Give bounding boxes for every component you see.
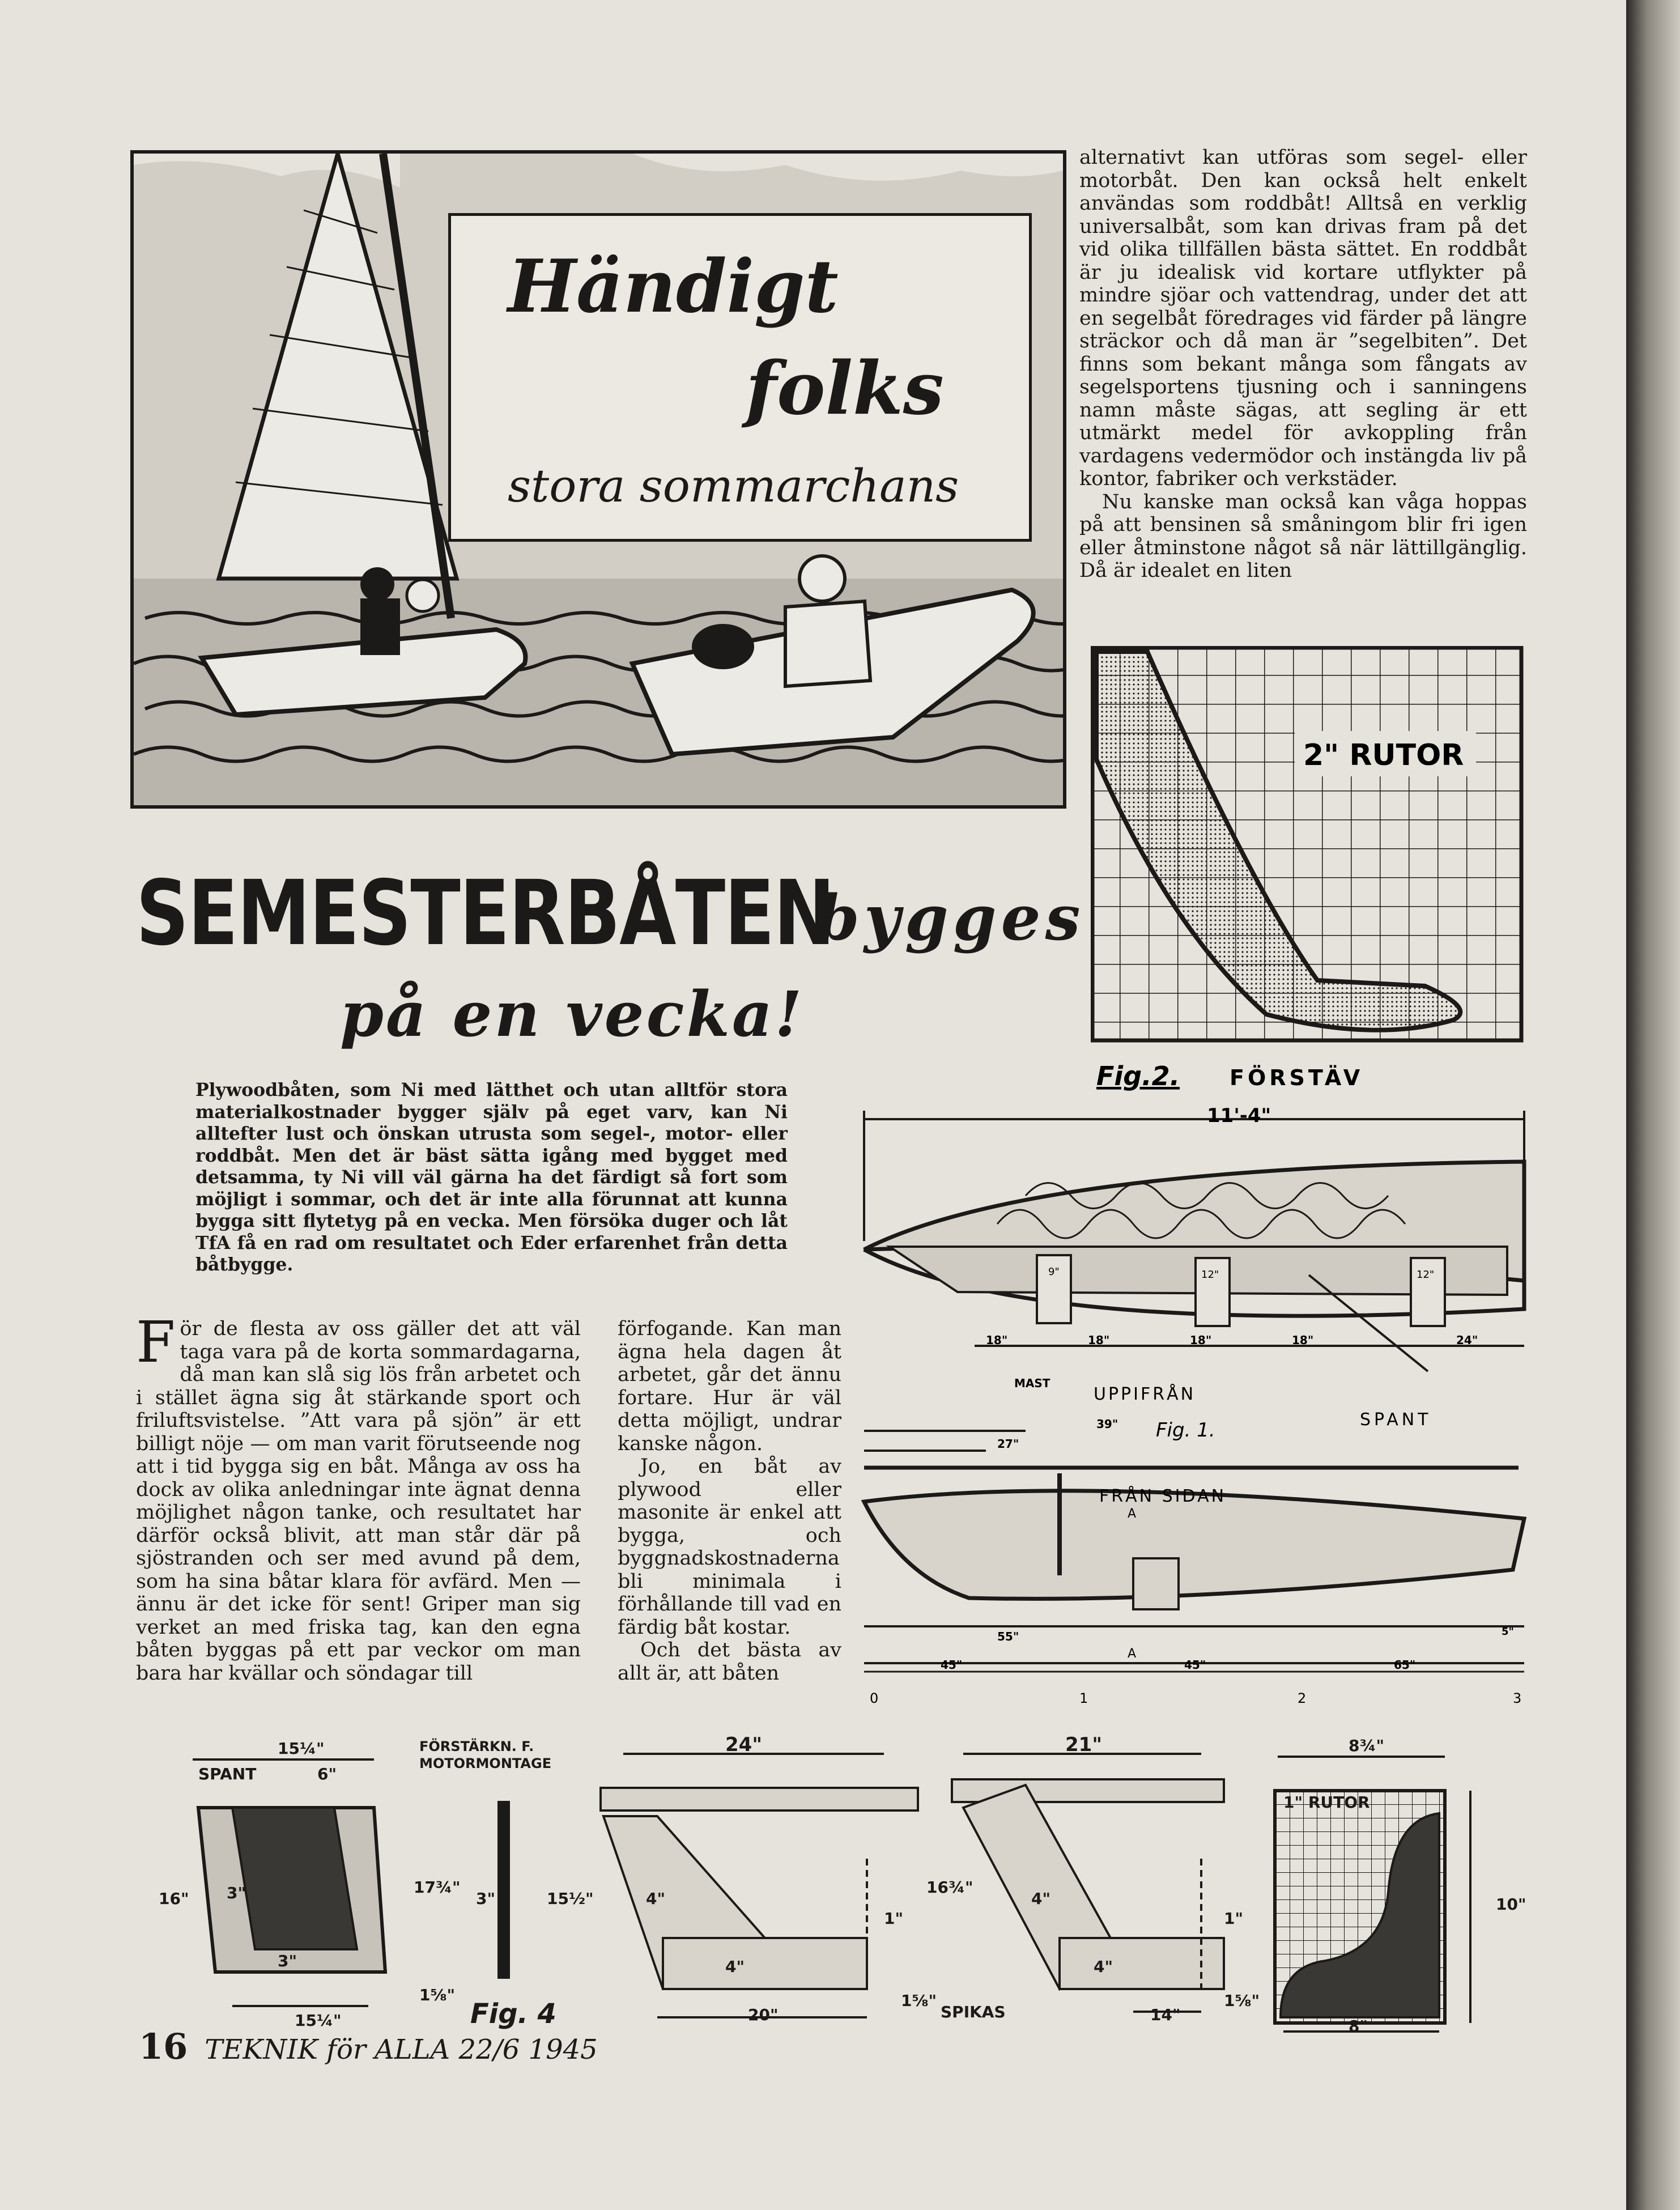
fig2-forestav-diagram bbox=[1091, 646, 1524, 1094]
text-column-1 bbox=[136, 1309, 581, 1685]
fig4-f2-four-a: 4" bbox=[646, 1889, 666, 1908]
fig4-f1-h16: 16" bbox=[159, 1889, 189, 1908]
fig4-f3-spikas: SPIKAS bbox=[941, 2003, 1006, 2021]
col3-paragraph-1: alternativt kan utföras som segel- eller motorbåt. Den kan också helt enkelt användas som roddbåt! Alltså en verklig universalbåt, som kan drivas fram på det vid olika tillfällen bästa sättet. En roddbåt är ju idealisk vid kortare utflykter på mindre sjöar och vattendrag, under det att en segelbåt föredrages vid färder på längre sträckor och då man är ”segelbiten”. Det finns som bekant många som fångats av segelsportens tjusning och i sanningens namn måste sägas, att segling är ett utmärkt medel för avkoppling från vardagens vedermödor och instängda liv på kontor, fabriker och verkstäder. bbox=[1079, 146, 1527, 490]
fig2-grid-label: 2" RUTOR bbox=[1303, 738, 1464, 772]
fig1-station-3: 3 bbox=[1513, 1690, 1522, 1706]
fig1-frame-dim-2: 12" bbox=[1201, 1269, 1219, 1281]
fig4-f1-three-c: 3" bbox=[476, 1889, 496, 1908]
fig1-station-0: 0 bbox=[870, 1690, 879, 1706]
fig4-f1-spant: SPANT bbox=[198, 1765, 257, 1783]
fig1-top-dim-5: 24" bbox=[1456, 1333, 1478, 1347]
fig1-spant-label: SPANT bbox=[1360, 1410, 1432, 1430]
fig1-caption: Fig. 1. bbox=[1156, 1419, 1215, 1442]
fig1-frame-dim-3: 12" bbox=[1417, 1269, 1435, 1281]
fig4-f4-rutor: 1" RUTOR bbox=[1283, 1793, 1370, 1812]
fig4-f3-five8: 1⅝" bbox=[1224, 1991, 1260, 2010]
fig4-f1-h17: 17¾" bbox=[414, 1878, 461, 1897]
fig1-section-a-top: A bbox=[1128, 1507, 1137, 1521]
magazine-issue: TEKNIK för ALLA 22/6 1945 bbox=[205, 2034, 598, 2066]
fig4-f1-five8: 1⅝" bbox=[419, 1986, 456, 2004]
next-page-edge bbox=[1626, 0, 1680, 2210]
fig1-fran-sidan-label: FRÅN SIDAN bbox=[1099, 1486, 1227, 1506]
headline-italic-1: bygges bbox=[816, 881, 1085, 954]
fig4-f4-w8a: 8¾" bbox=[1349, 1736, 1385, 1755]
text-column-3 bbox=[1079, 146, 1527, 583]
fig4-f1-bottom: 15¼" bbox=[295, 2011, 342, 2030]
fig1-dim-45b: 45" bbox=[1184, 1658, 1206, 1672]
fig1-dim-27: 27" bbox=[997, 1437, 1019, 1451]
fig1-length-label: 11'-4" bbox=[1207, 1105, 1271, 1127]
fig4-f3-w21: 21" bbox=[1065, 1733, 1103, 1756]
fig4-f3-one: 1" bbox=[1224, 1909, 1244, 1928]
fig4-f1-h15: 15½" bbox=[547, 1889, 594, 1908]
fig2-caption-name: FÖRSTÄV bbox=[1230, 1065, 1364, 1090]
fig4-f3-w14: 14" bbox=[1150, 2005, 1181, 2024]
fig4-f2-five8: 1⅝" bbox=[901, 1991, 937, 2010]
fig4-f1-three-b: 3" bbox=[278, 1952, 297, 1970]
headline-italic-2: på en vecka! bbox=[340, 978, 805, 1051]
fig1-frame-dim-1: 9" bbox=[1048, 1266, 1060, 1278]
fig1-top-dim-4: 18" bbox=[1292, 1333, 1314, 1347]
fig2-caption: Fig.2. bbox=[1096, 1061, 1180, 1091]
title-line-1: Händigt bbox=[508, 244, 839, 329]
fig1-top-dim-1: 18" bbox=[986, 1333, 1008, 1347]
fig1-station-2: 2 bbox=[1298, 1690, 1307, 1706]
page-footer bbox=[139, 2026, 598, 2067]
col2-paragraph-2: Jo, en båt av plywood eller masonite är enkel att bygga, och byggnadskostnaderna bli minimala i förhållande till vad en färdig båt kostar. bbox=[618, 1455, 841, 1639]
fig4-f3-four-a: 4" bbox=[1031, 1889, 1051, 1908]
fig4-f3-h16: 16¾" bbox=[926, 1878, 973, 1897]
col1-text: ör de flesta av oss gäller det att väl taga vara på de korta sommardagarna, då man kan slå sig lös från arbetet och i stället ägna sig åt stärkande sport och friluftsvistelse. ”Att vara på sjön” är ett billigt nöje — om man varit förutseende nog att i tid bygga sig en båt. Många av oss ha dock av olika anledningar inte ägnat denna möjlighet någon tanke, och resultatet har därför också blivit, att man står där på sjöstranden och ser med avund på dem, som ha sina båtar klara för avfärd. Men — ännu är det icke för sent! Griper man sig verket an med friska tag, kan den egna båten byggas på ett par veckor om man bara har kvällar och söndagar till bbox=[136, 1318, 581, 1685]
fig4-f2-one: 1" bbox=[884, 1909, 904, 1928]
fig4-f4-h10: 10" bbox=[1496, 1895, 1526, 1914]
page-number: 16 bbox=[139, 2026, 188, 2067]
fig1-top-dim-3: 18" bbox=[1190, 1333, 1212, 1347]
fig4-caption: Fig. 4 bbox=[470, 1998, 556, 2030]
fig1-dim-39: 39" bbox=[1096, 1417, 1118, 1431]
fig4-f1-note-1: FÖRSTÄRKN. F. bbox=[419, 1739, 534, 1754]
fig1-station-1: 1 bbox=[1079, 1690, 1088, 1706]
col3-paragraph-2: Nu kanske man också kan våga hoppas på att bensinen så småningom blir fri igen eller åtminstone något så när lättillgänglig. Då är idealet en liten bbox=[1079, 490, 1527, 582]
title-line-3: stora sommarchans bbox=[508, 460, 959, 512]
fig4-f1-note-2: MOTORMONTAGE bbox=[419, 1756, 552, 1771]
fig1-top-dim-2: 18" bbox=[1088, 1333, 1110, 1347]
hero-illustration bbox=[130, 150, 1066, 809]
fig4-f2-four-b: 4" bbox=[725, 1957, 745, 1976]
fig1-dim-45a: 45" bbox=[941, 1658, 963, 1672]
fig1-boat-plan-diagram bbox=[856, 1105, 1536, 1711]
headline-main: SEMESTERBÅTEN bbox=[136, 861, 835, 966]
fig1-mast-label: MAST bbox=[1014, 1376, 1050, 1390]
title-line-2: folks bbox=[746, 346, 944, 431]
drop-cap: F bbox=[136, 1309, 176, 1375]
fig4-f4-w8b: 8" bbox=[1349, 2017, 1368, 2035]
fig4-frame-diagrams bbox=[147, 1723, 1547, 2040]
fig4-f1-width: 15¼" bbox=[278, 1739, 325, 1758]
text-column-2 bbox=[618, 1318, 841, 1685]
fig4-f2-w20: 20" bbox=[748, 2005, 779, 2024]
fig1-section-a-bottom: A bbox=[1128, 1647, 1137, 1661]
fig1-uppifran-label: UPPIFRÅN bbox=[1094, 1384, 1196, 1404]
fig1-dim-5: 5" bbox=[1502, 1626, 1514, 1638]
fig4-f1-six: 6" bbox=[317, 1765, 337, 1783]
col2-paragraph-3: Och det bästa av allt är, att båten bbox=[618, 1639, 841, 1685]
fig4-f2-w24: 24" bbox=[725, 1733, 763, 1756]
fig4-f3-four-b: 4" bbox=[1094, 1957, 1113, 1976]
fig1-dim-65: 65" bbox=[1394, 1658, 1416, 1672]
col2-paragraph-1: förfogande. Kan man ägna hela dagen åt arbetet, går det ännu fortare. Hur är väl detta möjligt, undrar kanske någon. bbox=[618, 1318, 841, 1455]
fig1-dim-55: 55" bbox=[997, 1630, 1019, 1643]
lead-paragraph: Plywoodbåten, som Ni med lätthet och utan alltför stora materialkostnader bygger själv på eget varv, kan Ni alltefter lust och önskan utrusta som segel-, motor- eller roddbåt. Men det är bäst sätta igång med bygget med detsamma, ty Ni vill väl gärna ha det färdigt så fort som möjligt i sommar, och det är inte alla förunnat att kunna bygga sitt flytetyg på en vecka. Men försöka duger och låt TfA få en rad om resultatet och Eder erfarenhet från detta båtbygge. bbox=[195, 1080, 788, 1275]
title-box bbox=[448, 213, 1032, 542]
fig4-f1-three-a: 3" bbox=[227, 1884, 246, 1902]
